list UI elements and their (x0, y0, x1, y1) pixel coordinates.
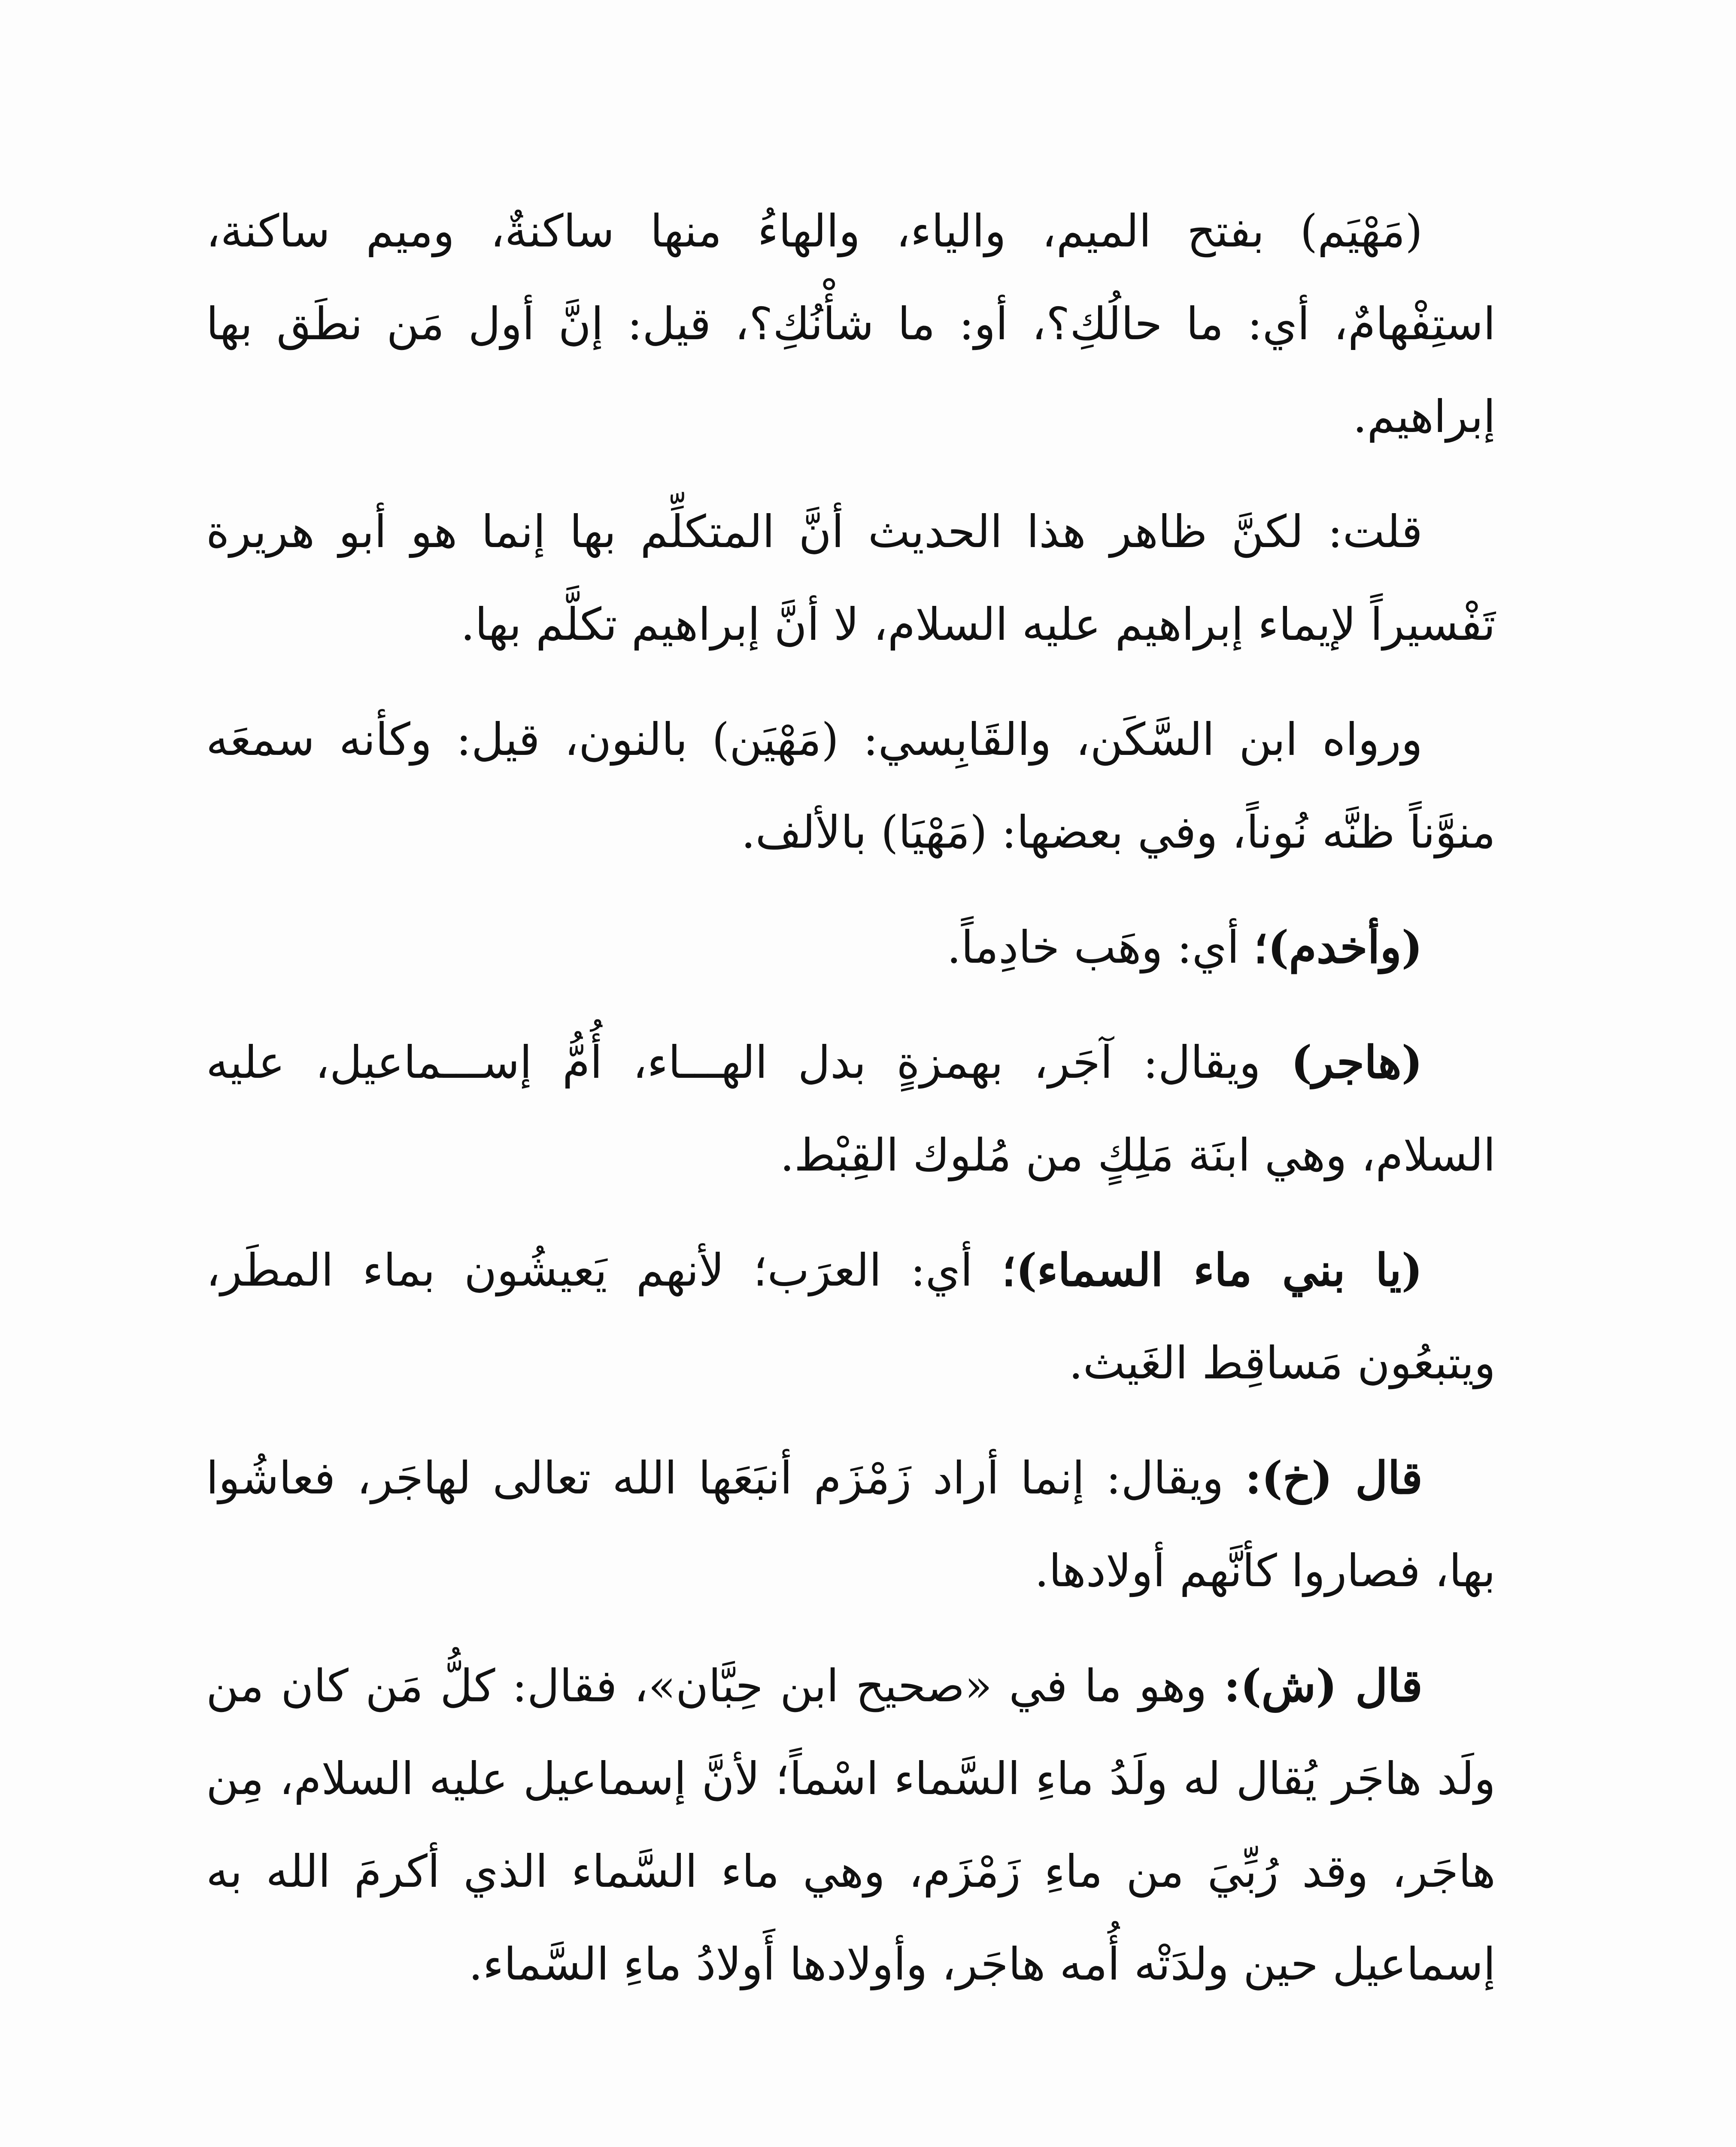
paragraph-text: أي: العرَب؛ لأنهم يَعيشُون بماء المطَر، ويتبعُون مَساقِط الغَيث. (206, 1244, 1496, 1389)
paragraph-lead: قال (خ): (1245, 1451, 1423, 1504)
page-body (206, 185, 1496, 2033)
paragraph-text: قلت: لكنَّ ظاهر هذا الحديث أنَّ المتكلِّم بها إنما هو أبو هريرة تَفْسيراً لإيماء إبراهيم عليه السلام، لا أنَّ إبراهيم تكلَّم بها. (206, 505, 1496, 651)
paragraph-lead: (هاجر) (1291, 1036, 1423, 1089)
paragraph-2 (206, 485, 1496, 671)
paragraph-text: (مَهْيَم) بفتح الميم، والياء، والهاءُ منها ساكنةٌ، وميم ساكنة، استِفْهامٌ، أي: ما حالُكِ؟، أو: ما شأْنُكِ؟، قيل: إنَّ أول مَن نطَق بها إبراهيم. (206, 205, 1496, 443)
paragraph-3 (206, 693, 1496, 879)
paragraph-text: ويقال: آجَر، بهمزةٍ بدل الهـــاء، أُمُّ إســـماعيل، عليه السلام، وهي ابنَة مَلِكٍ من مُلوك القِبْط. (206, 1036, 1496, 1181)
paragraph-7 (206, 1432, 1496, 1617)
paragraph-text: ورواه ابن السَّكَن، والقَابِسي: (مَهْيَن) بالنون، قيل: وكأنه سمعَه منوَّناً ظنَّه نُوناً، وفي بعضها: (مَهْيَا) بالألف. (206, 713, 1496, 858)
paragraph-lead: (يا بني ماء السماء)؛ (1002, 1244, 1423, 1296)
paragraph-text: أي: وهَب خادِماً. (947, 921, 1254, 973)
paragraph-5 (206, 1016, 1496, 1201)
paragraph-lead: (وأخدم)؛ (1253, 921, 1423, 973)
paragraph-text: ويقال: إنما أراد زَمْزَم أنبَعَها الله تعالى لهاجَر، فعاشُوا بها، فصاروا كأنَّهم أولادها. (206, 1452, 1496, 1597)
paragraph-lead: قال (ش): (1223, 1659, 1423, 1712)
paragraph-4 (206, 901, 1496, 994)
paragraph-6 (206, 1224, 1496, 1409)
paragraph-8 (206, 1639, 1496, 2010)
paragraph-1 (206, 185, 1496, 463)
paragraph-text: وهو ما في «صحيح ابن حِبَّان»، فقال: كلُّ مَن كان من ولَد هاجَر يُقال له ولَدُ ماءِ السَّماء اسْماً؛ لأنَّ إسماعيل عليه السلام، مِن هاجَر، وقد رُبِّيَ من ماءِ زَمْزَم، وهي ماء السَّماء الذي أكرمَ الله به إسماعيل حين ولدَتْه أُمه هاجَر، وأولادها أَولادُ ماءِ السَّماء. (206, 1660, 1496, 1990)
